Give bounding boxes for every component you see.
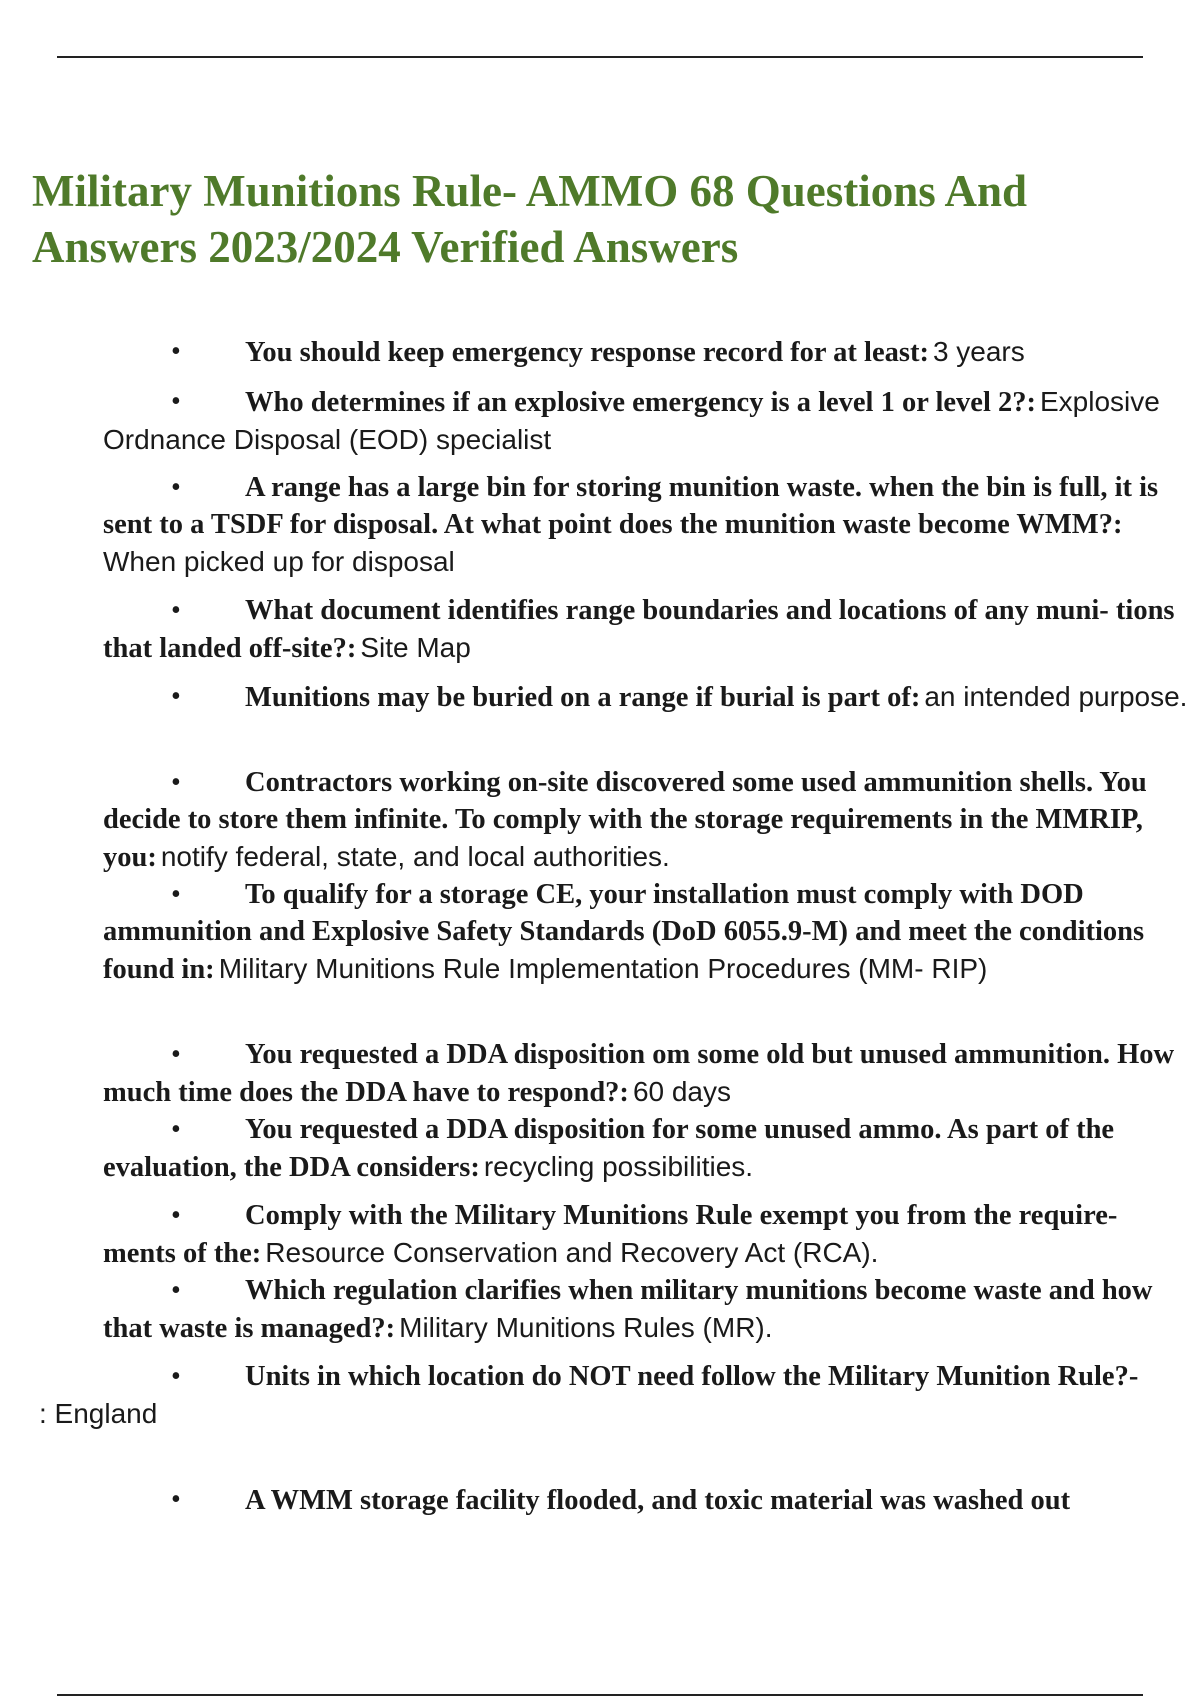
answer: Military Munitions Rules (MR).: [399, 1312, 773, 1343]
bullet: •: [171, 767, 181, 798]
bullet: •: [171, 1200, 181, 1231]
qa-item: [103, 1272, 1188, 1347]
bullet: •: [171, 879, 181, 910]
answer: Military Munitions Rule Implementation Procedures (MM- RIP): [218, 953, 988, 984]
question: What document identifies range boundaries and locations of any muni- tions that landed off-site?:: [103, 595, 1175, 664]
question: A range has a large bin for storing munition waste. when the bin is full, it is sent to a TSDF for disposal. At what point does the munition waste become WMM?:: [103, 472, 1159, 540]
answer: Explosive Ordnance Disposal (EOD) specialist: [103, 386, 1160, 455]
answer: recycling possibilities.: [483, 1151, 754, 1182]
qa-item: [103, 1197, 1188, 1272]
bullet: •: [171, 1361, 181, 1392]
qa-item: [103, 333, 1188, 371]
question: Comply with the Military Munitions Rule exempt you from the require- ments of the:: [103, 1200, 1118, 1269]
bullet: •: [171, 681, 181, 712]
qa-item: [103, 764, 1188, 876]
qa-item: [103, 592, 1188, 667]
answer: 60 days: [632, 1076, 732, 1107]
qa-item: [103, 383, 1188, 458]
qa-item: [39, 1358, 1188, 1432]
question: Who determines if an explosive emergency is a level 1 or level 2?:: [245, 387, 1036, 418]
question: You should keep emergency response record for at least:: [245, 337, 929, 368]
bullet: •: [171, 386, 181, 417]
answer: : England: [39, 1398, 158, 1429]
question: Units in which location do NOT need follow the Military Munition Rule?-: [245, 1361, 1139, 1392]
qa-item: [103, 678, 1188, 716]
question: Munitions may be buried on a range if burial is part of:: [245, 682, 921, 713]
question: Contractors working on-site discovered some used ammunition shells. You decide to store them infinite. To comply with the storage requirements in the MMRIP, you:: [103, 767, 1147, 873]
answer: notify federal, state, and local authorities.: [160, 841, 670, 872]
answer: Site Map: [360, 632, 471, 663]
answer: Resource Conservation and Recovery Act (RCA).: [265, 1237, 879, 1268]
bullet: •: [171, 472, 181, 503]
answer: When picked up for disposal: [103, 546, 455, 577]
bullet: •: [171, 336, 181, 367]
qa-item: [103, 1111, 1188, 1186]
bottom-divider: [57, 1694, 1143, 1696]
qa-item: [103, 1036, 1188, 1111]
answer: 3 years: [932, 336, 1025, 367]
bullet: •: [171, 595, 181, 626]
question: To qualify for a storage CE, your installation must comply with DOD ammunition and Explosive Safety Standards (DoD 6055.9-M) and meet the conditions found in:: [103, 879, 1145, 985]
question: A WMM storage facility flooded, and toxic material was washed out: [245, 1485, 1071, 1516]
bullet: •: [171, 1275, 181, 1306]
answer: an intended purpose.: [924, 681, 1188, 712]
qa-item: [103, 876, 1188, 988]
bullet: •: [171, 1039, 181, 1070]
bullet: •: [171, 1114, 181, 1145]
question: Which regulation clarifies when military munitions become waste and how that waste is managed?:: [103, 1275, 1153, 1344]
page-title: Military Munitions Rule- AMMO 68 Questions And Answers 2023/2024 Verified Answers: [32, 166, 1028, 272]
qa-item: [103, 469, 1188, 580]
bullet: •: [171, 1484, 181, 1515]
qa-item: [103, 1481, 1188, 1519]
question: You requested a DDA disposition for some unused ammo. As part of the evaluation, the DDA considers:: [103, 1114, 1115, 1183]
question: You requested a DDA disposition om some old but unused ammunition. How much time does the DDA have to respond?:: [103, 1039, 1175, 1108]
